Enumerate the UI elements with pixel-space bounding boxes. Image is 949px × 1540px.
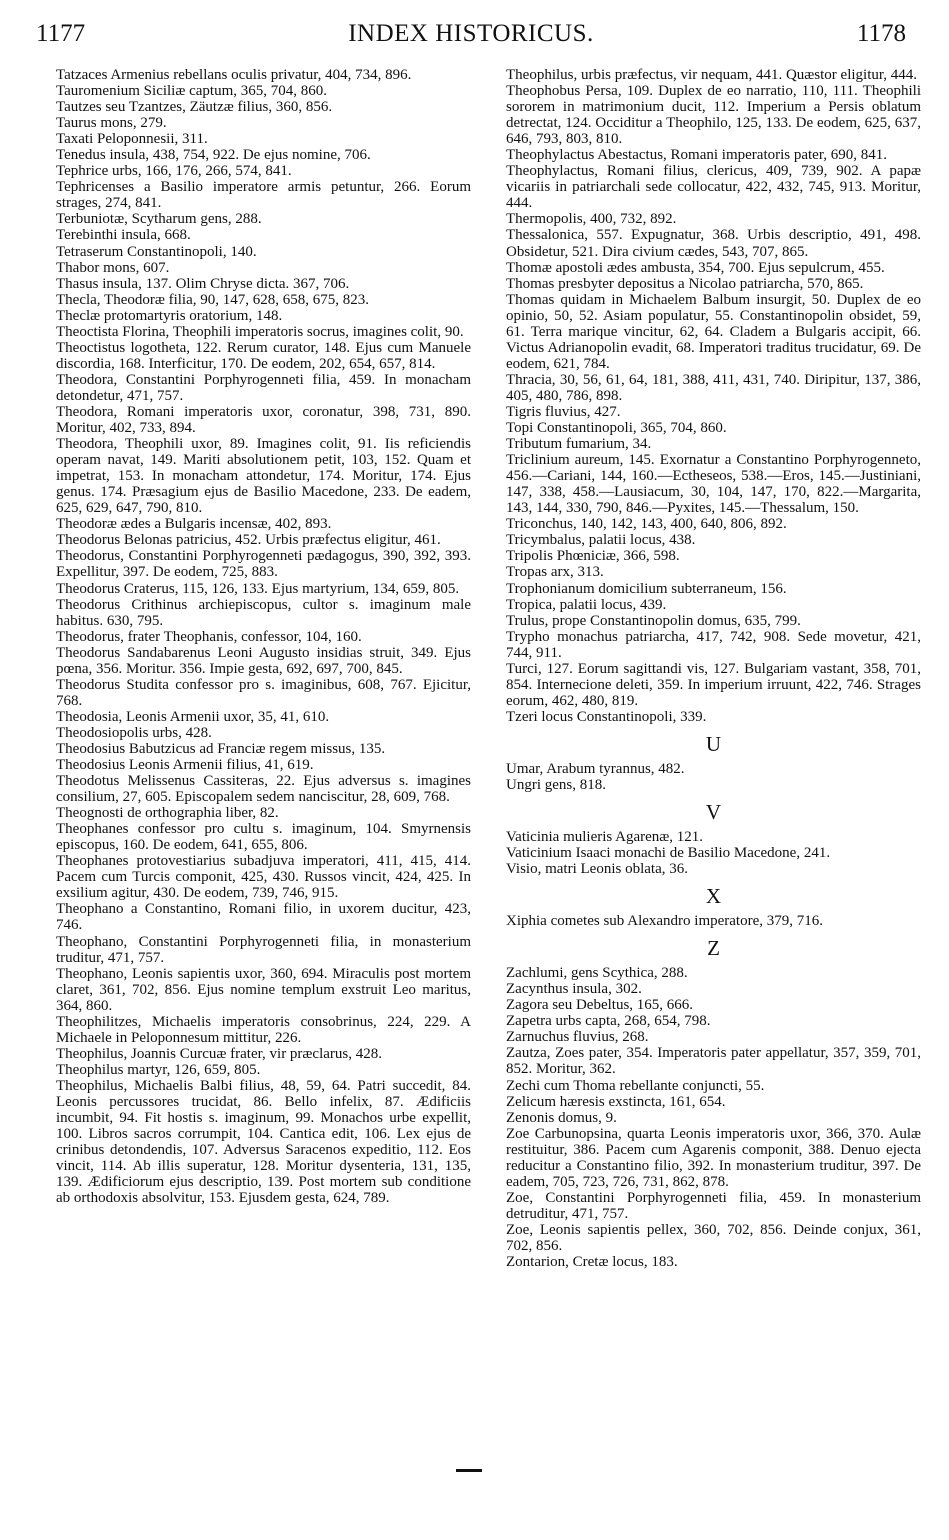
index-entry: Thecla, Theodoræ filia, 90, 147, 628, 658, 675, 823.: [56, 291, 370, 308]
left-column: [56, 67, 471, 1206]
index-entry: Terbuniotæ, Scytharum gens, 288.: [56, 211, 262, 228]
index-entry: Topi Constantinopoli, 365, 704, 860.: [506, 420, 727, 437]
index-entry: Tigris fluvius, 427.: [506, 403, 621, 420]
index-entry: Theophilitzes, Michaelis imperatoris consobrinus, 224, 229. A Michaele in Peloponnesum mittitur, 226.: [56, 1013, 471, 1046]
index-entry: Theodora, Romani imperatoris uxor, coronatur, 398, 731, 890. Moritur, 402, 733, 894.: [56, 403, 471, 437]
index-entry: Theodorus, Constantini Porphyrogenneti pædagogus, 390, 392, 393. Expellitur, 397. De eodem, 725, 883.: [56, 548, 471, 581]
index-entry: Triconchus, 140, 142, 143, 400, 640, 806, 892.: [506, 516, 787, 533]
running-title: INDEX HISTORICUS.: [348, 20, 594, 47]
index-entry: Theodoræ ædes a Bulgaris incensæ, 402, 893.: [56, 516, 332, 533]
index-entry: Theclæ protomartyris oratorium, 148.: [56, 307, 283, 324]
right-column: [506, 67, 921, 1270]
index-entry: Zautza, Zoes pater, 354. Imperatoris pater appellatur, 357, 359, 701, 852. Moritur, 362.: [506, 1045, 921, 1078]
index-entry: Xiphia cometes sub Alexandro imperatore, 379, 716.: [506, 913, 824, 930]
page-number-left: 1177: [36, 20, 86, 47]
index-entry: Tropas arx, 313.: [506, 564, 604, 581]
index-entry: Theodorus Sandabarenus Leoni Augusto insidias struit, 349. Ejus pœna, 356. Moritur. 356. Impie gesta, 692, 697, 700, 845.: [56, 644, 471, 677]
section-heading-z: Z: [707, 936, 720, 961]
index-entry: Vaticinium Isaaci monachi de Basilio Macedone, 241.: [506, 845, 831, 862]
index-entry: Theodosius Leonis Armenii filius, 41, 619.: [56, 757, 314, 774]
index-entry: Theodorus, frater Theophanis, confessor, 104, 160.: [56, 628, 362, 645]
index-entry: Theophilus, Michaelis Balbi filius, 48, 59, 64. Patri succedit, 84. Leonis percussores trucidat, 86. Bello infelix, 87. Ædificiis incumbit, 94. Fit hostis s. imaginum, 99. Monachos urbe expellit, 100. Libros sacros corrumpit, 104. Cantica edit, 106. Lex ejus de crinibus detondendis, 107. Adversus Saracenos expeditio, 112. Eos vincit, 114. Ab illis superatur, 128. Moritur dysenteria, 131, 135, 139. Ædificiorum ejus descriptio, 139. Post mortem sub conditione ab orthodoxis absolvitur, 153. Ejusdem gesta, 624, 789.: [56, 1077, 471, 1207]
index-entry: Taxati Peloponnesii, 311.: [56, 131, 208, 148]
index-entry: Terebinthi insula, 668.: [56, 227, 191, 244]
index-entry: Thabor mons, 607.: [56, 259, 170, 276]
section-z-entries: [506, 965, 921, 1270]
index-entry: Theodorus Studita confessor pro s. imaginibus, 608, 767. Ejicitur, 768.: [56, 676, 471, 709]
index-entry: Tenedus insula, 438, 754, 922. De ejus nomine, 706.: [56, 147, 371, 164]
index-entry: Zechi cum Thoma rebellante conjuncti, 55.: [506, 1077, 765, 1094]
index-entry: Thracia, 30, 56, 61, 64, 181, 388, 411, 431, 740. Diripitur, 137, 386, 405, 480, 786, 898.: [506, 371, 921, 404]
index-entry: Theodosiopolis urbs, 428.: [56, 724, 212, 741]
index-entry: Tropica, palatii locus, 439.: [506, 596, 667, 613]
index-entry: Zacynthus insula, 302.: [506, 981, 642, 998]
index-entry: Ungri gens, 818.: [506, 776, 606, 793]
index-entry: Zagora seu Debeltus, 165, 666.: [506, 997, 694, 1014]
index-entry: Theodora, Theophili uxor, 89. Imagines colit, 91. Iis reficiendis operam navat, 149. Mariti absolutionem petit, 103, 152. Quam et impetrat, 153. In monacham attondetur, 174. Moritur, 174. Ejus genus. 174. Præsagium ejus de Basilio Macedone, 233. De eadem, 625, 629, 647, 790, 810.: [56, 436, 471, 517]
page-header: [36, 14, 906, 54]
index-entry: Zenonis domus, 9.: [506, 1109, 617, 1126]
section-v-entries: [506, 829, 921, 877]
section-heading-v: V: [705, 800, 722, 825]
index-entry: Vaticinia mulieris Agarenæ, 121.: [506, 829, 704, 846]
index-entry: Theophanes protovestiarius subadjuva imperatori, 411, 415, 414. Pacem cum Turcis componit, 425, 430. Russos vincit, 424, 425. In exsilium agitur, 430. De eodem, 739, 746, 915.: [56, 853, 471, 902]
index-entry: Theophano a Constantino, Romani filio, in uxorem ducitur, 423, 746.: [56, 901, 471, 934]
index-entry: Trulus, prope Constantinopolin domus, 635, 799.: [506, 612, 801, 629]
index-entry: Triclinium aureum, 145. Exornatur a Constantino Porphyrogenneto, 456.—Cariani, 144, 160.—Ectheseos, 538.—Eros, 145.—Justiniani, 147, 338, 458.—Lausiacum, 30, 104, 147, 170, 822.—Margarita, 143, 144, 330, 790, 846.—Pyxites, 145.—Thessalum, 150.: [506, 452, 921, 517]
index-entry: Turci, 127. Eorum sagittandi vis, 127. Bulgariam vastant, 358, 701, 854. Internecione deleti, 359. In imperium irruunt, 422, 746. Strages eorum, 462, 480, 819.: [506, 660, 921, 709]
index-entry: Tributum fumarium, 34.: [506, 436, 652, 453]
index-entry: Theoctistus logotheta, 122. Rerum curator, 148. Ejus cum Manuele discordia, 168. Interficitur, 170. De eodem, 202, 654, 657, 814.: [56, 339, 471, 372]
index-entry: Zoe Carbunopsina, quarta Leonis imperatoris uxor, 366, 370. Aulæ restituitur, 386. Pacem cum Agarenis componit, 388. Denuo ejecta reducitur a Constantino filio, 392. In monasterium truditur, 397. De eadem, 705, 723, 726, 731, 862, 878.: [506, 1125, 921, 1190]
index-entry: Tripolis Phœniciæ, 366, 598.: [506, 548, 680, 565]
index-entry: Theophano, Leonis sapientis uxor, 360, 694. Miraculis post mortem claret, 361, 702, 856. Ejus nomine templum exstruit Leo maritus, 364, 860.: [56, 965, 471, 1014]
index-entry: Zoe, Constantini Porphyrogenneti filia, 459. In monasterium detruditur, 471, 757.: [506, 1189, 921, 1222]
index-entry: Zapetra urbs capta, 268, 654, 798.: [506, 1013, 711, 1030]
index-entry: Tatzaces Armenius rebellans oculis privatur, 404, 734, 896.: [56, 67, 412, 83]
index-entry: Theognosti de orthographia liber, 82.: [56, 805, 279, 822]
index-entry: Thessalonica, 557. Expugnatur, 368. Urbis descriptio, 491, 498. Obsidetur, 521. Dira civium cædes, 543, 707, 865.: [506, 227, 921, 260]
page-number-right: 1178: [856, 20, 906, 47]
section-u-entries: [506, 761, 921, 793]
index-entry: Thomas presbyter depositus a Nicolao patriarcha, 570, 865.: [506, 275, 864, 292]
index-entry: Theophilus, Joannis Curcuæ frater, vir præclarus, 428.: [56, 1045, 383, 1062]
index-entry: Tetraserum Constantinopoli, 140.: [56, 243, 257, 260]
index-entry: Tephricenses a Basilio imperatore armis petuntur, 266. Eorum strages, 274, 841.: [56, 179, 471, 212]
section-x-entries: [506, 913, 921, 929]
index-entry: Tricymbalus, palatii locus, 438.: [506, 532, 696, 549]
index-entry: Theodora, Constantini Porphyrogenneti filia, 459. In monacham detondetur, 471, 757.: [56, 371, 471, 404]
index-entry: Zontarion, Cretæ locus, 183.: [506, 1254, 678, 1271]
index-entry: Tauromenium Siciliæ captum, 365, 704, 860.: [56, 83, 328, 100]
index-entry: Theodotus Melissenus Cassiteras, 22. Ejus adversus s. imagines consilium, 27, 605. Episcopalem sedem nanciscitur, 28, 609, 768.: [56, 773, 471, 806]
index-entry: Trypho monachus patriarcha, 417, 742, 908. Sede movetur, 421, 744, 911.: [506, 628, 921, 661]
index-entry: Tzeri locus Constantinopoli, 339.: [506, 708, 707, 725]
index-entry: Theoctista Florina, Theophili imperatoris socrus, imagines colit, 90.: [56, 323, 464, 340]
index-entry: Thomas quidam in Michaelem Balbum insurgit, 50. Duplex de eo opinio, 50, 52. Asiam populatur, 55. Constantinopolin obsidet, 59, 61. Terra marique vincitur, 62, 64. Cladem a Bulgaris accipit, 66. Victus Adrianopolin evadit, 68. Imperatori traditus trucidatur, 69. De eodem, 621, 784.: [506, 291, 921, 372]
right-column-entries: [506, 67, 921, 725]
index-entry: Theophilus, urbis præfectus, vir nequam, 441. Quæstor eligitur, 444.: [506, 67, 918, 83]
section-heading-u: U: [705, 731, 722, 756]
index-entry: Thasus insula, 137. Olim Chryse dicta. 367, 706.: [56, 275, 350, 292]
index-entry: Zachlumi, gens Scythica, 288.: [506, 965, 688, 982]
index-entry: Theophylactus Abestactus, Romani imperatoris pater, 690, 841.: [506, 147, 887, 164]
index-entry: Theophylactus, Romani filius, clericus, 409, 739, 902. A papæ vicariis in patriarchali sede collocatur, 422, 432, 745, 913. Moritur, 444.: [506, 163, 921, 212]
index-entry: Theophobus Persa, 109. Duplex de eo narratio, 110, 111. Theophili sororem in matrimonium ducit, 112. Imperium a Persis oblatum detrectat, 124. Occiditur a Theophilo, 125, 133. De eodem, 625, 637, 646, 793, 803, 810.: [506, 83, 921, 148]
index-entry: Tautzes seu Tzantzes, Zäutzæ filius, 360, 856.: [56, 99, 333, 116]
index-entry: Theodosia, Leonis Armenii uxor, 35, 41, 610.: [56, 708, 330, 725]
index-entry: Thomæ apostoli ædes ambusta, 354, 700. Ejus sepulcrum, 455.: [506, 259, 885, 276]
index-entry: Zoe, Leonis sapientis pellex, 360, 702, 856. Deinde conjux, 361, 702, 856.: [506, 1221, 921, 1254]
index-entry: Theodosius Babutzicus ad Franciæ regem missus, 135.: [56, 740, 386, 757]
index-entry: Theodorus Belonas patricius, 452. Urbis præfectus eligitur, 461.: [56, 532, 441, 549]
index-entry: Theodorus Crithinus archiepiscopus, cultor s. imaginum male habitus. 630, 795.: [56, 596, 471, 629]
index-entry: Theodorus Craterus, 115, 126, 133. Ejus martyrium, 134, 659, 805.: [56, 580, 460, 597]
index-entry: Taurus mons, 279.: [56, 115, 167, 132]
index-entry: Theophanes confessor pro cultu s. imaginum, 104. Smyrnensis episcopus, 160. De eodem, 641, 655, 806.: [56, 821, 471, 854]
index-entry: Tephrice urbs, 166, 176, 266, 574, 841.: [56, 163, 292, 180]
index-entry: Zarnuchus fluvius, 268.: [506, 1029, 649, 1046]
section-heading-x: X: [705, 884, 722, 909]
index-entry: Trophonianum domicilium subterraneum, 156.: [506, 580, 787, 597]
index-entry: Theophilus martyr, 126, 659, 805.: [56, 1061, 261, 1078]
index-entry: Theophano, Constantini Porphyrogenneti filia, in monasterium truditur, 471, 757.: [56, 933, 471, 966]
footer-rule: [456, 1469, 482, 1472]
index-entry: Thermopolis, 400, 732, 892.: [506, 211, 677, 228]
index-entry: Umar, Arabum tyrannus, 482.: [506, 760, 685, 777]
index-entry: Visio, matri Leonis oblata, 36.: [506, 861, 688, 878]
index-entry: Zelicum hæresis exstincta, 161, 654.: [506, 1093, 726, 1110]
